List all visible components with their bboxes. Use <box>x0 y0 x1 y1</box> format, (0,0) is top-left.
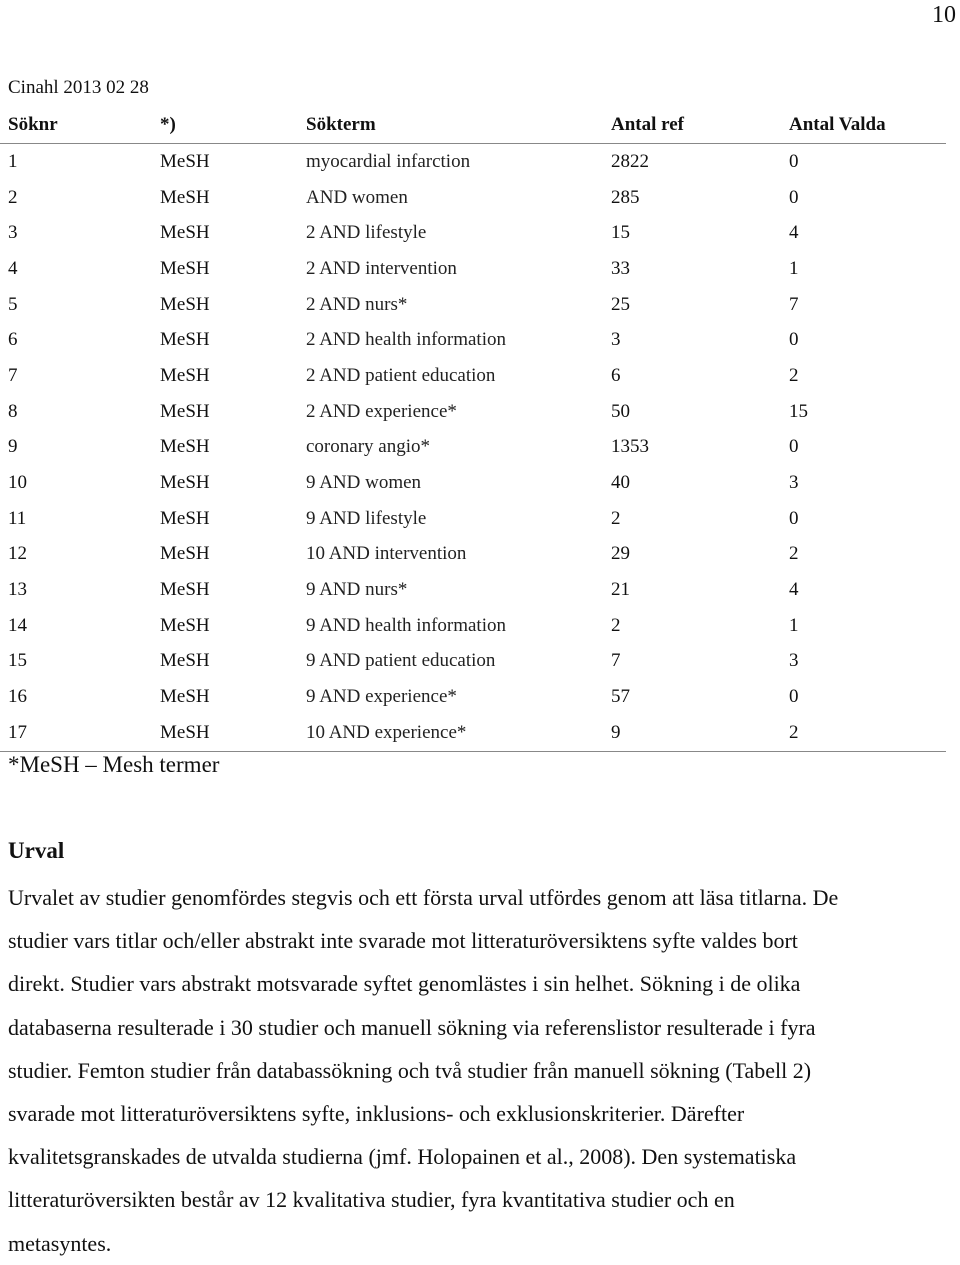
cell-type: MeSH <box>160 507 210 529</box>
cell-antal-ref: 40 <box>611 472 630 494</box>
cell-sokterm: 9 AND patient education <box>306 650 496 672</box>
section-body <box>8 876 960 1265</box>
cell-antal-valda: 0 <box>789 150 799 172</box>
table-row <box>0 644 946 680</box>
table-footnote: *MeSH – Mesh termer <box>8 752 220 777</box>
cell-type: MeSH <box>160 686 210 708</box>
cell-sokterm: 9 AND nurs* <box>306 579 408 601</box>
cell-sokterm: 2 AND patient education <box>306 364 496 386</box>
table-row <box>0 430 946 466</box>
cell-soknr: 8 <box>8 400 18 422</box>
cell-antal-ref: 2 <box>611 507 621 529</box>
cell-type: MeSH <box>160 364 210 386</box>
text-line: databaserna resulterade i 30 studier och manuell sökning via referenslistor resulterade i fyra <box>8 1014 816 1040</box>
table-caption: Cinahl 2013 02 28 <box>8 77 149 98</box>
cell-soknr: 1 <box>8 150 18 172</box>
cell-antal-valda: 2 <box>781 715 946 751</box>
cell-soknr: 9 <box>8 436 18 458</box>
table-row <box>0 679 946 715</box>
text-line: studier. Femton studier från databassökning och två studier från manuell sökning (Tabell 2) <box>8 1057 812 1083</box>
cell-antal-ref: 7 <box>611 650 621 672</box>
cell-type: MeSH <box>160 186 210 208</box>
cell-antal-valda: 4 <box>789 579 799 601</box>
page-number: 10 <box>932 2 956 28</box>
cell-soknr: 3 <box>8 222 18 244</box>
cell-sokterm: 10 AND experience* <box>298 715 603 751</box>
cell-antal-ref: 15 <box>611 222 630 244</box>
table-row <box>0 251 946 287</box>
cell-type: MeSH <box>160 436 210 458</box>
cell-antal-valda: 15 <box>789 400 808 422</box>
cell-type: MeSH <box>160 400 210 422</box>
cell-soknr: 13 <box>8 579 27 601</box>
cell-antal-ref: 3 <box>611 329 621 351</box>
cell-soknr: 5 <box>8 293 18 315</box>
cell-type: MeSH <box>160 329 210 351</box>
cell-sokterm: 9 AND experience* <box>306 686 457 708</box>
cell-soknr: 7 <box>8 364 18 386</box>
cell-sokterm: 2 AND intervention <box>306 257 457 279</box>
cell-antal-ref: 285 <box>611 186 640 208</box>
cell-antal-ref: 57 <box>611 686 630 708</box>
table-row <box>0 537 946 573</box>
text-line: Urvalet av studier genomfördes stegvis och ett första urval utfördes genom att läsa titlarna. De <box>8 885 839 910</box>
table-row <box>0 180 946 216</box>
search-table <box>0 107 946 752</box>
cell-antal-valda: 0 <box>789 436 799 458</box>
cell-type: MeSH <box>152 715 298 751</box>
cell-antal-valda: 2 <box>789 543 799 565</box>
cell-antal-ref: 2 <box>611 614 621 636</box>
text-line: kvalitetsgranskades de utvalda studierna (jmf. Holopainen et al., 2008). Den systematiska <box>8 1144 797 1170</box>
cell-antal-ref: 6 <box>611 364 621 386</box>
cell-soknr: 6 <box>8 329 18 351</box>
table-row <box>0 501 946 537</box>
text-line: studier vars titlar och/eller abstrakt inte svarade mot litteraturöversiktens syfte valdes bort <box>8 928 798 954</box>
cell-sokterm: myocardial infarction <box>306 150 471 172</box>
header-type: *) <box>152 107 298 144</box>
cell-antal-ref: 25 <box>611 293 630 315</box>
cell-soknr: 11 <box>8 507 27 529</box>
cell-type: MeSH <box>160 614 210 636</box>
cell-antal-ref: 1353 <box>611 436 649 458</box>
table-header-row <box>0 107 946 144</box>
cell-soknr: 12 <box>8 543 27 565</box>
cell-type: MeSH <box>160 543 210 565</box>
cell-sokterm: 2 AND lifestyle <box>306 222 427 244</box>
cell-antal-valda: 0 <box>789 507 799 529</box>
cell-soknr: 10 <box>8 472 27 494</box>
text-line: metasyntes. <box>8 1230 112 1256</box>
cell-type: MeSH <box>160 257 210 279</box>
text-line: litteraturöversikten består av 12 kvalitativa studier, fyra kvantitativa studier och en <box>8 1187 735 1213</box>
header-sokterm: Sökterm <box>298 107 603 144</box>
cell-soknr: 15 <box>8 650 27 672</box>
cell-antal-ref: 29 <box>611 543 630 565</box>
table-row <box>0 287 946 323</box>
cell-sokterm: 2 AND nurs* <box>306 293 408 315</box>
cell-antal-ref: 50 <box>611 400 630 422</box>
cell-antal-ref: 33 <box>611 257 630 279</box>
table-row <box>0 465 946 501</box>
table-row <box>0 608 946 644</box>
cell-sokterm: 9 AND lifestyle <box>306 507 427 529</box>
cell-antal-ref: 2822 <box>611 150 649 172</box>
cell-soknr: 4 <box>8 257 18 279</box>
cell-antal-ref: 21 <box>611 579 630 601</box>
cell-sokterm: coronary angio* <box>306 436 430 458</box>
cell-type: MeSH <box>160 293 210 315</box>
cell-antal-valda: 0 <box>789 686 799 708</box>
header-antal-valda: Antal Valda <box>781 107 946 144</box>
cell-sokterm: 9 AND women <box>306 472 422 494</box>
cell-antal-valda: 3 <box>789 650 799 672</box>
text-line: direkt. Studier vars abstrakt motsvarade syftet genomlästes i sin helhet. Sökning i de olika <box>8 971 801 997</box>
cell-antal-valda: 4 <box>789 222 799 244</box>
cell-antal-valda: 1 <box>789 257 799 279</box>
cell-sokterm: 2 AND health information <box>306 329 506 351</box>
cell-sokterm: 9 AND health information <box>306 614 506 636</box>
cell-antal-valda: 1 <box>789 614 799 636</box>
cell-sokterm: 10 AND intervention <box>306 543 467 565</box>
cell-type: MeSH <box>160 150 210 172</box>
table-row <box>0 358 946 394</box>
cell-type: MeSH <box>160 579 210 601</box>
table-row <box>0 715 946 751</box>
cell-antal-valda: 2 <box>789 364 799 386</box>
cell-soknr: 14 <box>8 614 27 636</box>
cell-antal-ref: 9 <box>603 715 781 751</box>
table-row <box>0 144 946 180</box>
cell-type: MeSH <box>160 472 210 494</box>
header-antal-ref: Antal ref <box>603 107 781 144</box>
cell-antal-valda: 0 <box>789 186 799 208</box>
cell-soknr: 16 <box>8 686 27 708</box>
section-title: Urval <box>8 838 65 863</box>
cell-soknr: 17 <box>0 715 152 751</box>
cell-type: MeSH <box>160 650 210 672</box>
text-line: svarade mot litteraturöversiktens syfte, inklusions- och exklusionskriterier. Därefter <box>8 1100 745 1126</box>
table-row <box>0 394 946 430</box>
cell-sokterm: 2 AND experience* <box>306 400 457 422</box>
table-row <box>0 572 946 608</box>
table-body <box>0 144 946 752</box>
cell-antal-valda: 7 <box>789 293 799 315</box>
cell-antal-valda: 0 <box>789 329 799 351</box>
cell-soknr: 2 <box>8 186 18 208</box>
table-row <box>0 322 946 358</box>
table-row <box>0 215 946 251</box>
cell-antal-valda: 3 <box>789 472 799 494</box>
header-soknr: Söknr <box>0 107 152 144</box>
cell-type: MeSH <box>160 222 210 244</box>
cell-sokterm: AND women <box>306 186 408 208</box>
